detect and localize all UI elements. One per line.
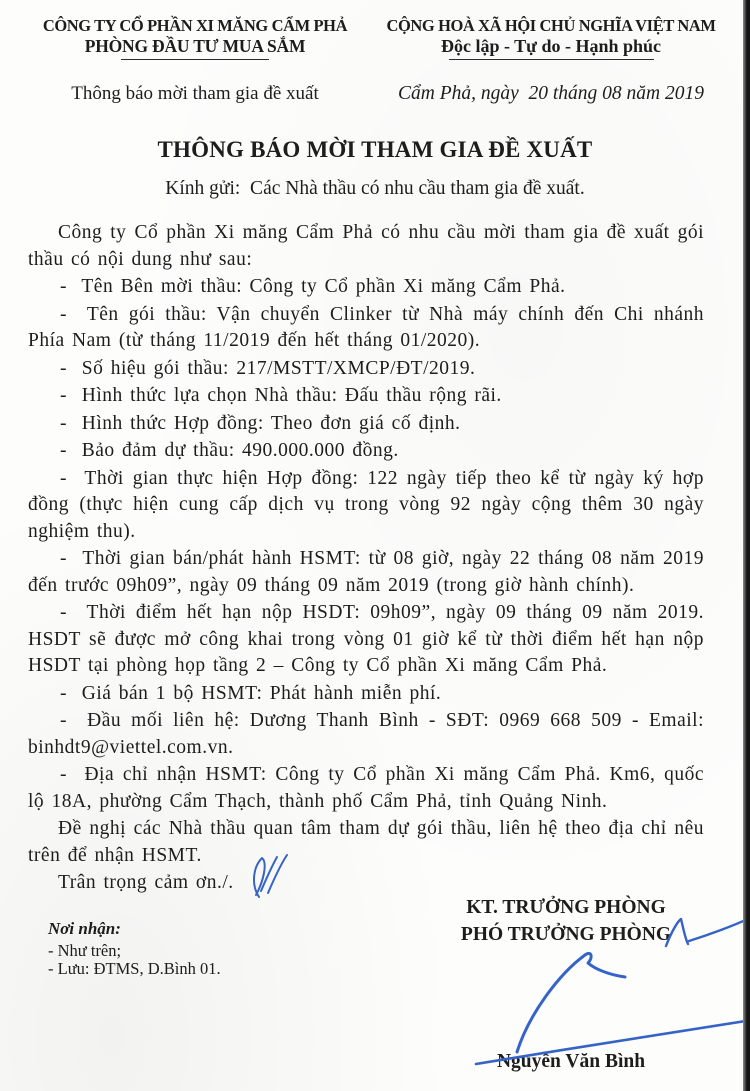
national-block — [368, 16, 734, 60]
company-name: CÔNG TY CỔ PHẦN XI MĂNG CẨM PHẢ — [42, 16, 348, 35]
recipient-line: - Như trên; — [48, 940, 122, 960]
item-gia-ban-hsmt: - Giá bán 1 bộ HSMT: Phát hành miễn phí. — [60, 682, 442, 704]
recipients-block — [48, 920, 221, 979]
national-motto: Độc lập - Tự do - Hạnh phúc — [440, 36, 662, 56]
letterhead-subrow — [0, 83, 750, 105]
item-thoi-gian-thuc-hien: - Thời gian thực hiện Hợp đồng: 122 ngày tiếp theo kể từ ngày ký hợp đồng (thực hiện cung cấp dịch vụ trong vòng 92 ngày cộng thêm 30 ngày nghiệm thu). — [28, 467, 704, 542]
body-content — [28, 220, 704, 897]
item-hinh-thuc-hop-dong: - Hình thức Hợp đồng: Theo đơn giá cố định. — [60, 412, 461, 434]
document-title: THÔNG BÁO MỜI THAM GIA ĐỀ XUẤT — [157, 137, 593, 162]
closing-paragraph: Đề nghị các Nhà thầu quan tâm tham dự gói thầu, liên hệ theo địa chỉ nêu trên để nhận HSMT. — [28, 818, 704, 866]
signer-name: Nguyễn Văn Bình — [496, 1051, 646, 1072]
item-ten-ben-moi-thau: - Tên Bên mời thầu: Công ty Cổ phần Xi măng Cẩm Phả. — [60, 276, 566, 297]
item-dau-moi-lien-he: - Đầu mối liên hệ: Dương Thanh Bình - SĐT: 0969 668 509 - Email: binhdt9@viettel.com.vn. — [28, 710, 704, 758]
item-ten-goi-thau: - Tên gói thầu: Vận chuyển Clinker từ Nhà máy chính đến Chi nhánh Phía Nam (từ tháng 11/2019 đến hết tháng 01/2020). — [28, 303, 704, 351]
salutation-line: Kính gửi: Các Nhà thầu có nhu cầu tham gia đề xuất. — [165, 178, 585, 199]
item-bao-dam-du-thau: - Bảo đảm dự thầu: 490.000.000 đồng. — [60, 440, 399, 461]
recipient-line: - Lưu: ĐTMS, D.Bình 01. — [48, 959, 221, 978]
department-name: PHÒNG ĐẦU TƯ MUA SẮM — [84, 36, 306, 56]
item-han-nop-hsdt: - Thời điểm hết hạn nộp HSDT: 09h09”, ngày 09 tháng 09 năm 2019. HSDT sẽ được mở công khai trong vòng 01 giờ kể từ thời điểm hết hạn nộp HSDT tại phòng họp tầng 2 – Công ty Cổ phần Xi măng Cẩm Phả. — [28, 602, 704, 676]
signer-title-line2: PHÓ TRƯỞNG PHÒNG — [460, 924, 672, 945]
document-subject: Thông báo mời tham gia đề xuất — [71, 83, 319, 104]
motto-underline — [449, 59, 654, 60]
scan-border — [743, 0, 750, 1091]
recipients-label: Nơi nhận: — [48, 919, 121, 938]
item-hinh-thuc-lua-chon: - Hình thức lựa chọn Nhà thầu: Đấu thầu rộng rãi. — [60, 385, 502, 406]
intro-paragraph: Công ty Cổ phần Xi măng Cẩm Phả có nhu cầu mời tham gia đề xuất gói thầu có nội dung như sau: — [28, 222, 704, 270]
dateline: Cẩm Phả, ngày 20 tháng 08 năm 2019 — [397, 83, 705, 104]
thanks-line: Trân trọng cảm ơn./. — [58, 872, 234, 893]
issuer-block — [33, 16, 357, 60]
national-header: CỘNG HOÀ XÃ HỘI CHỦ NGHĨA VIỆT NAM — [386, 16, 716, 35]
item-so-hieu-goi-thau: - Số hiệu gói thầu: 217/MSTT/XMCP/ĐT/2019. — [60, 357, 476, 379]
signature-title-block — [425, 894, 707, 948]
signer-title-line1: KT. TRƯỞNG PHÒNG — [466, 897, 666, 918]
item-thoi-gian-phat-hanh-hsmt: - Thời gian bán/phát hành HSMT: từ 08 giờ, ngày 22 tháng 08 năm 2019 đến trước 09h09”, ngày 09 tháng 09 năm 2019 (trong giờ hành chính). — [28, 548, 704, 596]
item-dia-chi-nhan-hsmt: - Địa chỉ nhận HSMT: Công ty Cổ phần Xi măng Cẩm Phả. Km6, quốc lộ 18A, phường Cẩm Thạch, thành phố Cẩm Phả, tỉnh Quảng Ninh. — [28, 764, 704, 812]
letterhead — [0, 0, 750, 60]
issuer-underline — [121, 59, 269, 60]
